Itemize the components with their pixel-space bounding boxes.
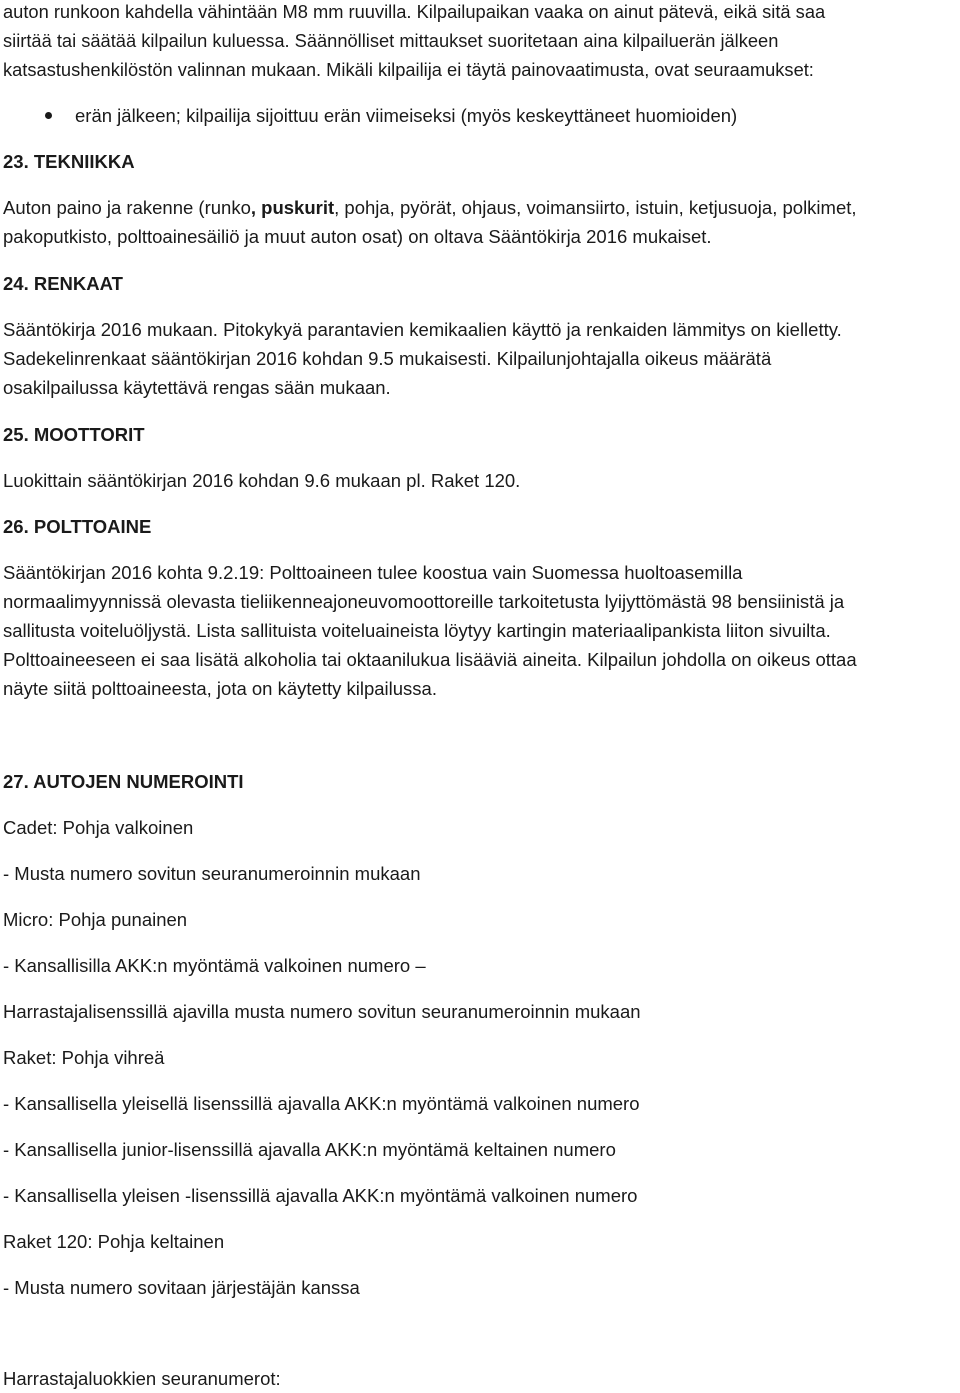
intro-line-3: katsastushenkilöstön valinnan mukaan. Mikäli kilpailija ei täytä painovaatimusta, ovat seuraamukset: [3, 59, 814, 80]
numbering-item: Harrastajalisenssillä ajavilla musta numero sovitun seuranumeroinnin mukaan [3, 1001, 641, 1022]
section-26-line-2: normaalimyynnissä olevasta tieliikenneajoneuvomoottoreille tarkoitetusta lyijyttömästä 98 bensiinistä ja [3, 591, 845, 612]
intro-bullet-item: erän jälkeen; kilpailija sijoittuu erän viimeiseksi (myös keskeyttäneet huomioiden) [75, 105, 738, 126]
section-26-line-4: Polttoaineeseen ei saa lisätä alkoholia tai oktaanilukua lisääviä aineita. Kilpailun johdolla on oikeus ottaa [3, 649, 857, 670]
section-26-line-5: näyte siitä polttoaineesta, jota on käytetty kilpailussa. [3, 678, 437, 699]
numbering-item: Raket: Pohja vihreä [3, 1047, 165, 1068]
numbering-item: - Kansallisella yleisen -lisenssillä ajavalla AKK:n myöntämä valkoinen numero [3, 1185, 638, 1206]
numbering-item: Raket 120: Pohja keltainen [3, 1231, 225, 1252]
numbering-item: Micro: Pohja punainen [3, 909, 188, 930]
section-23-heading: 23. TEKNIIKKA [3, 151, 135, 172]
bullet-icon [45, 112, 52, 119]
section-23-line-1: Auton paino ja rakenne (runko, puskurit, pohja, pyörät, ohjaus, voimansiirto, istuin, ketjusuoja, polkimet, [3, 197, 857, 218]
numbering-item: - Musta numero sovitun seuranumeroinnin mukaan [3, 863, 421, 884]
intro-line-2: siirtää tai säätää kilpailun kuluessa. Säännölliset mittaukset suoritetaan aina kilpailuerän jälkeen [3, 30, 779, 51]
section-27-footer: Harrastajaluokkien seuranumerot: [3, 1368, 281, 1389]
section-26-line-3: sallitusta voiteluöljystä. Lista sallituista voiteluaineista löytyy kartingin materiaalipankista liiton sivuilta. [3, 620, 831, 641]
section-23-line-2: pakoputkisto, polttoainesäiliö ja muut auton osat) on oltava Sääntökirja 2016 mukaiset. [3, 226, 712, 247]
numbering-item: - Kansallisilla AKK:n myöntämä valkoinen numero – [3, 955, 426, 976]
numbering-item: Cadet: Pohja valkoinen [3, 817, 194, 838]
numbering-item: - Musta numero sovitaan järjestäjän kanssa [3, 1277, 360, 1298]
section-24-line-3: osakilpailussa käytettävä rengas sään mukaan. [3, 377, 391, 398]
section-27-heading: 27. AUTOJEN NUMEROINTI [3, 771, 244, 792]
section-26-heading: 26. POLTTOAINE [3, 516, 152, 537]
intro-line-1: auton runkoon kahdella vähintään M8 mm ruuvilla. Kilpailupaikan vaaka on ainut pätevä, eikä sitä saa [3, 1, 826, 22]
section-24-line-2: Sadekelinrenkaat sääntökirjan 2016 kohdan 9.5 mukaisesti. Kilpailunjohtajalla oikeus määrätä [3, 348, 772, 369]
numbering-item: - Kansallisella junior-lisenssillä ajavalla AKK:n myöntämä keltainen numero [3, 1139, 616, 1160]
section-26-line-1: Sääntökirjan 2016 kohta 9.2.19: Polttoaineen tulee koostua vain Suomessa huoltoasemilla [3, 562, 743, 583]
section-24-line-1: Sääntökirja 2016 mukaan. Pitokykyä parantavien kemikaalien käyttö ja renkaiden lämmitys on kielletty. [3, 319, 842, 340]
section-24-heading: 24. RENKAAT [3, 273, 123, 294]
section-25-heading: 25. MOOTTORIT [3, 424, 145, 445]
numbering-item: - Kansallisella yleisellä lisenssillä ajavalla AKK:n myöntämä valkoinen numero [3, 1093, 640, 1114]
section-25-line-1: Luokittain sääntökirjan 2016 kohdan 9.6 mukaan pl. Raket 120. [3, 470, 521, 491]
